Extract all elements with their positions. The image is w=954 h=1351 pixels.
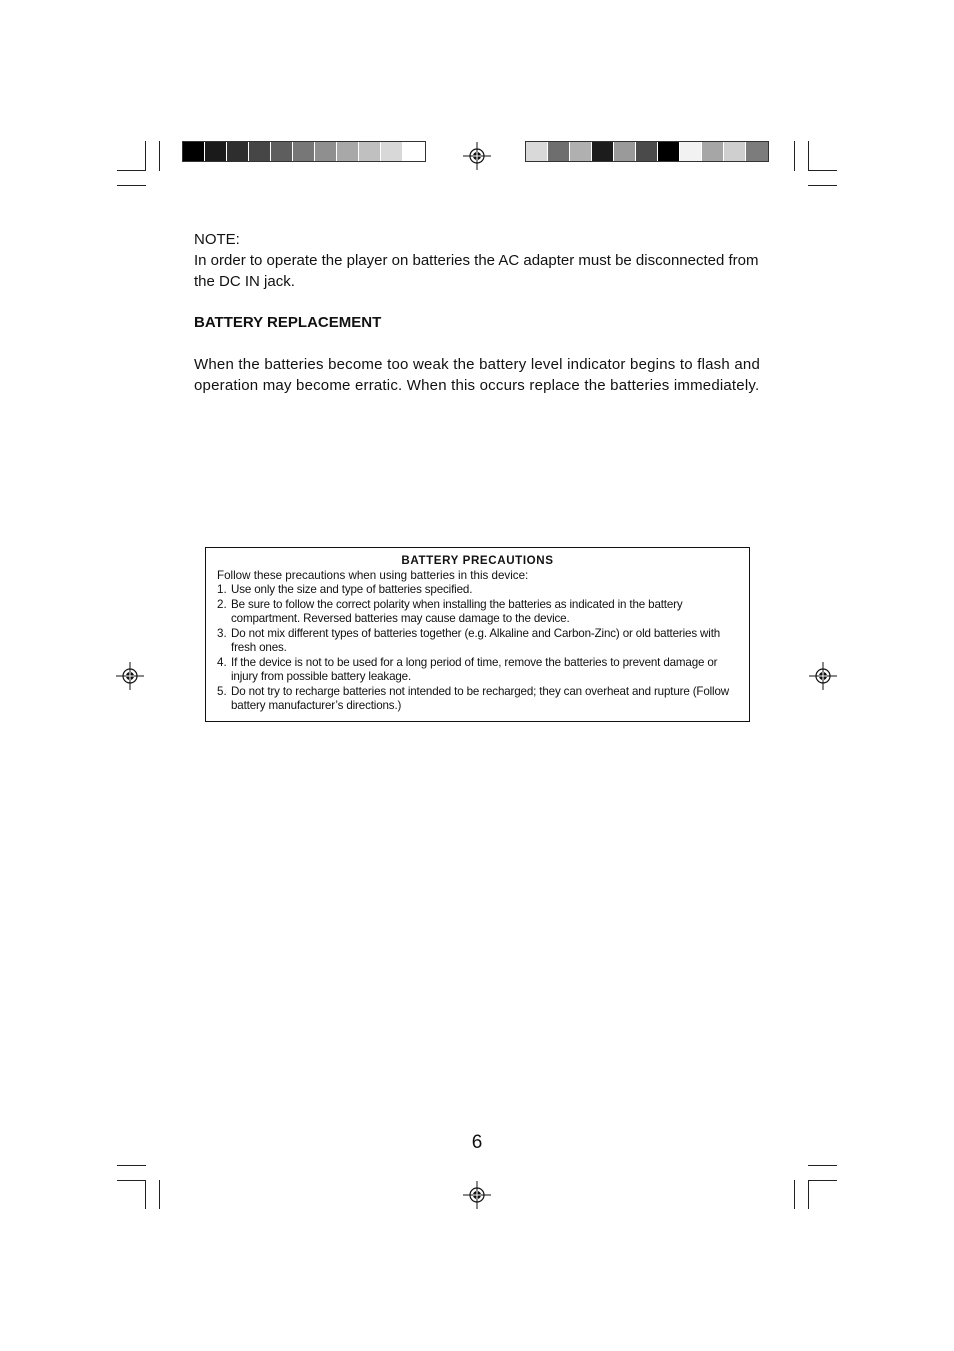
color-swatch — [526, 142, 548, 161]
crop-mark — [808, 1180, 809, 1209]
list-item-text: Do not mix different types of batteries together (e.g. Alkaline and Carbon-Zinc) or old batteries with fresh ones. — [231, 626, 721, 654]
note-body: In order to operate the player on batteries the AC adapter must be disconnected from the DC IN jack. — [194, 252, 759, 290]
color-swatch — [271, 142, 293, 161]
color-swatch — [337, 142, 359, 161]
list-item — [217, 656, 738, 685]
color-swatch — [680, 142, 702, 161]
crop-mark — [794, 1180, 795, 1209]
list-item — [217, 627, 738, 656]
registration-mark-icon — [463, 1181, 491, 1209]
battery-precautions-box — [205, 547, 750, 722]
crop-mark — [117, 1165, 146, 1166]
precautions-intro: Follow these precautions when using batteries in this device: — [217, 568, 529, 582]
color-swatch — [636, 142, 658, 161]
crop-mark — [159, 141, 160, 171]
crop-mark — [808, 185, 837, 186]
crop-mark — [117, 185, 146, 186]
precautions-list — [217, 583, 738, 714]
crop-mark — [794, 141, 795, 171]
color-swatch — [658, 142, 680, 161]
crop-mark — [808, 170, 837, 171]
list-item-text: Do not try to recharge batteries not intended to be recharged; they can overheat and rupture (Follow battery manufacturer’s directions.) — [231, 684, 730, 712]
crop-mark — [117, 1180, 146, 1181]
crop-mark — [145, 1180, 146, 1209]
color-swatch — [227, 142, 249, 161]
list-item — [217, 685, 738, 714]
registration-mark-icon — [463, 142, 491, 170]
section-heading: BATTERY REPLACEMENT — [194, 314, 382, 331]
list-item — [217, 598, 738, 627]
note-label: NOTE: — [194, 231, 240, 248]
color-swatch — [205, 142, 227, 161]
precautions-title: BATTERY PRECAUTIONS — [401, 554, 554, 567]
crop-mark — [117, 170, 146, 171]
list-item-text: If the device is not to be used for a long period of time, remove the batteries to prevent damage or injury from possible battery leakage. — [231, 655, 718, 683]
list-item-number: 3. — [217, 626, 227, 640]
page-number: 6 — [471, 1132, 483, 1153]
list-item-text: Be sure to follow the correct polarity when installing the batteries as indicated in the battery compartment. Reversed batteries may cause damage to the device. — [231, 597, 683, 625]
color-swatch — [183, 142, 205, 161]
registration-mark-icon — [116, 662, 144, 690]
list-item — [217, 583, 738, 598]
color-swatch — [702, 142, 724, 161]
color-swatch — [403, 142, 425, 161]
crop-mark — [808, 1180, 837, 1181]
color-swatch — [724, 142, 746, 161]
color-calibration-bar-left — [182, 141, 426, 162]
color-swatch — [746, 142, 768, 161]
crop-mark — [145, 141, 146, 171]
color-swatch — [315, 142, 337, 161]
registration-mark-icon — [809, 662, 837, 690]
battery-replacement-body: When the batteries become too weak the battery level indicator begins to flash and operation may become erratic. When this occurs replace the batteries immediately. — [194, 356, 760, 394]
color-swatch — [359, 142, 381, 161]
list-item-text: Use only the size and type of batteries specified. — [231, 583, 473, 596]
list-item-number: 1. — [217, 583, 227, 596]
color-swatch — [570, 142, 592, 161]
color-swatch — [293, 142, 315, 161]
color-swatch — [614, 142, 636, 161]
crop-mark — [808, 141, 809, 171]
list-item-number: 4. — [217, 655, 227, 669]
color-swatch — [381, 142, 403, 161]
list-item-number: 5. — [217, 684, 227, 698]
list-item-number: 2. — [217, 597, 227, 611]
color-swatch — [548, 142, 570, 161]
crop-mark — [159, 1180, 160, 1209]
color-swatch — [249, 142, 271, 161]
crop-mark — [808, 1165, 837, 1166]
color-calibration-bar-right — [525, 141, 769, 162]
color-swatch — [592, 142, 614, 161]
